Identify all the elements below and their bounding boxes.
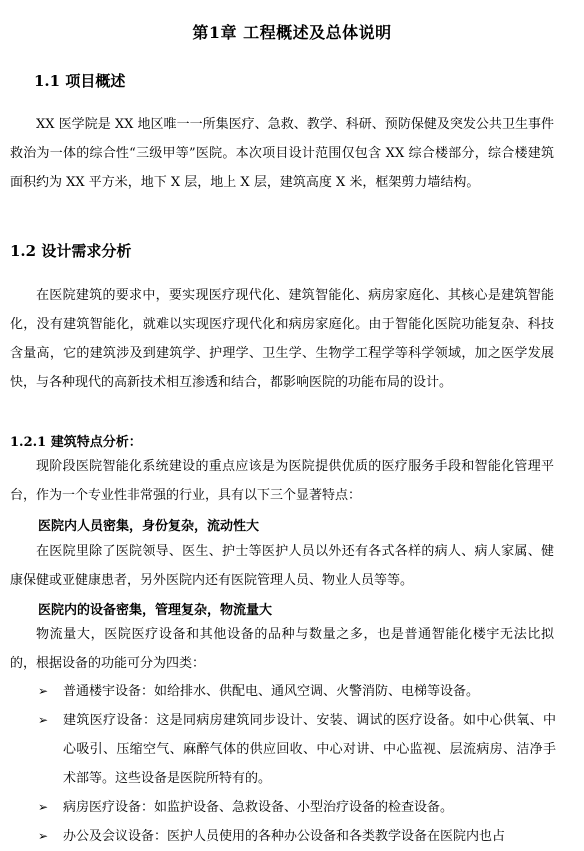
equipment-bullet-list: [38, 677, 556, 851]
list-item: [38, 677, 556, 706]
chapter-title: 第1章 工程概述及总体说明: [192, 23, 392, 42]
list-item-text: 普通楼宇设备：如给排水、供配电、通风空调、火警消防、电梯等设备。: [63, 684, 480, 699]
section-1-2-1-intro: 现阶段医院智能化系统建设的重点应该是为医院提供优质的医疗服务手段和智能化管理平台，作为一个专业性非常强的行业，具有以下三个显著特点：: [10, 459, 554, 503]
list-item: [38, 706, 556, 793]
arrow-bullet-icon: ➢: [38, 684, 49, 698]
arrow-bullet-icon: ➢: [38, 713, 49, 727]
arrow-bullet-icon: ➢: [38, 829, 49, 843]
section-heading-1-1: 1.1 项目概述: [34, 72, 126, 90]
arrow-bullet-icon: ➢: [38, 800, 49, 814]
list-item-text: 病房医疗设备：如监护设备、急救设备、小型治疗设备的检查设备。: [63, 800, 454, 815]
point-2-title: 医院内的设备密集，管理复杂，物流量大: [38, 603, 273, 618]
section-heading-1-2-1: 1.2.1 建筑特点分析：: [10, 435, 142, 450]
list-item-text: 建筑医疗设备：这是同病房建筑同步设计、安装、调试的医疗设备。如中心供氧、中心吸引、压缩空气、麻醉气体的供应回收、中心对讲、中心监视、层流病房、洁净手术部等。这些设备是医院所特有的。: [63, 713, 556, 786]
section-1-1-paragraph: XX 医学院是 XX 地区唯一一所集医疗、急救、教学、科研、预防保健及突发公共卫生事件救治为一体的综合性“三级甲等”医院。本次项目设计范围仅包含 XX 综合楼部分，综合楼建筑面积约为 XX 平方米，地下 X 层，地上 X 层，建筑高度 X 米，框架剪力墙结构。: [10, 117, 554, 190]
list-item-text: 办公及会议设备：医护人员使用的各种办公设备和各类教学设备在医院内也占: [63, 829, 506, 844]
point-1-text: 在医院里除了医院领导、医生、护士等医护人员以外还有各式各样的病人、病人家属、健康保健或亚健康患者，另外医院内还有医院管理人员、物业人员等等。: [10, 544, 554, 588]
point-2-text: 物流量大，医院医疗设备和其他设备的品种与数量之多，也是普通智能化楼宇无法比拟的，根据设备的功能可分为四类：: [10, 627, 554, 671]
point-1-title: 医院内人员密集，身份复杂，流动性大: [38, 519, 260, 534]
section-heading-1-2: 1.2 设计需求分析: [10, 242, 132, 260]
section-1-2-paragraph: 在医院建筑的要求中，要实现医疗现代化、建筑智能化、病房家庭化、其核心是建筑智能化，没有建筑智能化，就难以实现医疗现代化和病房家庭化。由于智能化医院功能复杂、科技含量高，它的建筑涉及到建筑学、护理学、卫生学、生物学工程学等科学领域，加之医学发展快，与各种现代的高新技术相互渗透和结合，都影响医院的功能布局的设计。: [10, 288, 554, 390]
list-item: [38, 793, 556, 822]
list-item: [38, 822, 556, 851]
